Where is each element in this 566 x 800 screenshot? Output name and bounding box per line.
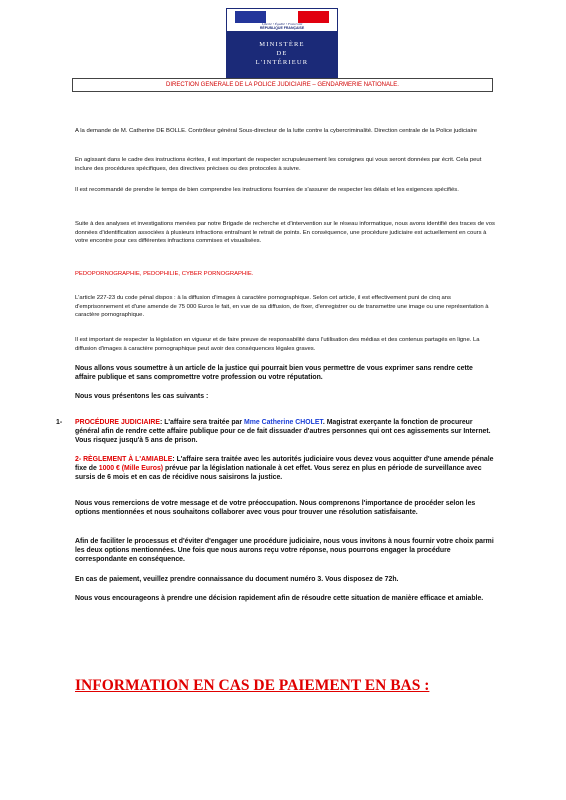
case-1-text-a: : L'affaire sera traitée par <box>160 419 244 426</box>
case-2 <box>75 455 497 483</box>
case-2-number: 2- <box>75 456 82 463</box>
case-1-title: PROCÉDURE JUDICIAIRE <box>75 419 160 426</box>
case-2-text-a: : L'affaire sera traitée avec les autorités judiciaire vous devez vous acquitter d'une amende pénale fixe de <box>75 456 494 473</box>
logo-header-band <box>227 9 337 31</box>
body-paragraph-6: Nous vous encourageons à prendre une décision rapidement afin de résoudre cette situation de manière efficace et amiable. <box>75 595 484 602</box>
logo-line-1: MINISTÈRE <box>259 41 305 48</box>
intro-paragraph-4: Suite à des analyses et investigations menées par notre Brigade de recherche et d'intervention sur le réseau informatique, nous avons identifié des traces de vos données d'identification associées à plusieurs infractions entraînant le retrait de points. En conséquence, une procédure judiciaire est actuellement en cours à votre encontre pour ces différentes infractions commises et visualisées. <box>75 221 495 245</box>
intro-paragraph-2: En agissant dans le cadre des instructions écrites, il est important de respecter scrupuleusement les consignes qui vous seront données par écrit. Cela peut inclure des procédures spécifiques, des directives précises ou des protocoles à suivre. <box>75 157 482 172</box>
offences-title: PEDOPORNOGRAPHIE, PEDOPHILIE, CYBER PORNOGRAPHIE. <box>75 271 254 277</box>
case-2-title: RÈGLEMENT À L'AMIABLE <box>83 456 173 463</box>
case-1-magistrate: Mme Catherine CHOLET <box>243 419 323 426</box>
case-1-text-b: . Magistrat exerçante la fonction de procureur général afin de rendre cette affaire publique pour ce de fait dissuader d'autres personnes qui ont ces agissements sur Internet. Vous risquez jusqu'à 5 ans de prison. <box>75 419 491 445</box>
case-1-number: 1- <box>56 419 63 426</box>
body-paragraph-1: Nous allons vous soumettre à un article de la justice qui pourrait bien vous permettre de vous exprimer sans rendre cette affaire publique et sans compromettre votre profession ou votre réputation. <box>75 365 473 382</box>
intro-paragraph-3: Il est recommandé de prendre le temps de bien comprendre les instructions fournies de s'assurer de respecter les délais et les exigences spécifiés. <box>75 187 459 193</box>
law-paragraph-2: Il est important de respecter la législation en vigueur et de faire preuve de responsabilité dans l'utilisation des médias et des contenus partagés en ligne. La diffusion d'images à caractère pornographique peut avoir des conséquences légales graves. <box>75 337 480 352</box>
logo-line-2: DE <box>276 50 288 57</box>
case-1 <box>75 418 497 446</box>
law-paragraph-1: L'article 227-23 du code pénal dispos : à la diffusion d'images à caractère pornographique. Selon cet article, il est effectivement puni de cinq ans d'emprisonnement et d'une amende de 75 000 Euros le fait, en vue de sa diffusion, de fixer, d'enregistrer ou de transmettre une image ou une représentation à caractère pornographique. <box>75 295 489 319</box>
header-banner: DIRECTION GENERALE DE LA POLICE JUDICIAIRE – GENDARMERIE NATIONALE. <box>72 78 493 92</box>
logo-republic: RÉPUBLIQUE FRANÇAISE <box>259 26 305 30</box>
body-paragraph-3: Nous vous remercions de votre message et de votre préoccupation. Nous comprenons l'importance de procéder selon les options mentionnées et nous souhaitons collaborer avec vous pour trouver une résolution satisfaisante. <box>75 500 476 517</box>
body-paragraph-2: Nous vous présentons les cas suivants : <box>75 393 209 400</box>
body-paragraph-5: En cas de paiement, veuillez prendre connaissance du document numéro 3. Vous disposez de 72h. <box>75 576 399 583</box>
case-2-text-b: prévue par la législation nationale à cet effet. Vous serez en plus en période de surveillance avec sursis de 6 mois et en cas de récidive nous saisirons la justice. <box>75 465 482 482</box>
ministry-logo <box>226 8 338 78</box>
logo-motto: Liberté • Égalité • Fraternité <box>261 22 303 26</box>
case-2-amount: 1000 € (Mille Euros) <box>98 465 164 473</box>
logo-line-3: L'INTÉRIEUR <box>255 59 309 66</box>
intro-paragraph-1: A la demande de M. Catherine DE BOLLE. Contrôleur général Sous-directeur de la lutte contre la cybercriminalité. Direction centrale de la Police judiciaire <box>75 128 478 134</box>
body-paragraph-4: Afin de faciliter le processus et d'éviter d'engager une procédure judiciaire, nous vous invitons à nous fournir votre choix parmi les deux options mentionnées. Une fois que nous aurons reçu votre réponse, nous pourrons engager la procédure correspondante en conséquence. <box>75 538 494 564</box>
payment-info-heading: INFORMATION EN CAS DE PAIEMENT EN BAS : <box>75 677 430 694</box>
